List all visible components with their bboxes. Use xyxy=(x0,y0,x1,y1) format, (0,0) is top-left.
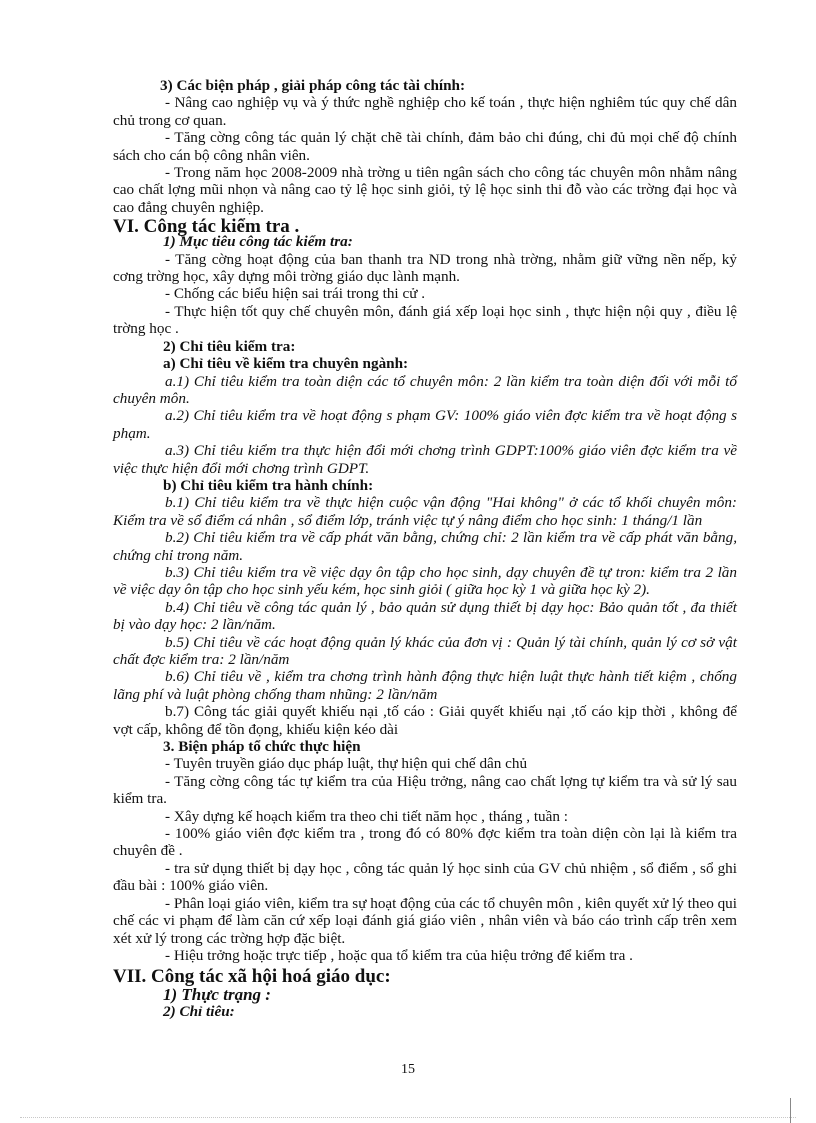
paragraph: b.3) Chỉ tiêu kiểm tra về việc dạy ôn tập cho học sinh, dạy chuyên đề tự tron: kiểm tra 2 lần về việc dạy ôn tập cho học sinh yếu kém, học sinh giỏi ( giữa học kỳ 1 và giữa học kỳ 2). xyxy=(113,563,737,599)
section-vii-heading: VII. Công tác xã hội hoá giáo dục: xyxy=(113,966,391,988)
paragraph: b.5) Chỉ tiêu về các hoạt động quản lý khác của đơn vị : Quản lý tài chính, quản lý cơ sở vật chất đợc kiểm tra: 2 lần/năm xyxy=(113,633,737,668)
paragraph: b.6) Chỉ tiêu về , kiểm tra chơng trình hành động thực hiện luật thực hành tiết kiệm , chống lãng phí và luật phòng chống tham nhũng: 2 lần/năm xyxy=(113,668,737,703)
paragraph: - Xây dựng kế hoạch kiểm tra theo chi tiết năm học , tháng , tuần : xyxy=(165,807,568,825)
section-vi-measures-heading: 3. Biện pháp tổ chức thực hiện xyxy=(163,738,361,756)
page-number: 15 xyxy=(401,1062,415,1077)
paragraph: - Chống các biểu hiện sai trái trong thi cử . xyxy=(165,285,426,303)
paragraph: - Phân loại giáo viên, kiểm tra sự hoạt động của các tổ chuyên môn , kiên quyết xử lý theo qui chế các vi phạm để làm căn cứ xếp loại đánh giá giáo viên , nhân viên và báo cáo trình cấp trên xem xét xử lý trong các trờng hợp đặc biệt. xyxy=(113,894,737,947)
paragraph: - tra sử dụng thiết bị dạy học , công tác quản lý học sinh của GV chủ nhiệm , sổ điểm , sổ ghi đầu bài : 100% giáo viên. xyxy=(113,859,737,895)
paragraph: - Nâng cao nghiệp vụ và ý thức nghề nghiệp cho kế toán , thực hiện nghiêm túc quy chế dân chủ trong cơ quan. xyxy=(113,94,737,129)
paragraph: - Tăng cờng công tác quản lý chặt chẽ tài chính, đảm bảo chi đúng, chi đủ mọi chế độ chính sách cho cán bộ công nhân viên. xyxy=(113,129,737,164)
section-vi-heading: VI. Công tác kiểm tra . xyxy=(113,216,300,238)
paragraph: - 100% giáo viên đợc kiểm tra , trong đó có 80% đợc kiểm tra toàn diện còn lại là kiểm tra chuyên đề . xyxy=(113,825,737,860)
page-corner-mark xyxy=(790,1098,791,1123)
section-3-heading: 3) Các biện pháp , giải pháp công tác tài chính: xyxy=(160,77,466,94)
section-vi-targets-heading: 2) Chỉ tiêu kiểm tra: xyxy=(163,337,296,355)
paragraph: - Tăng cờng công tác tự kiểm tra của Hiệu trởng, nâng cao chất lợng tự kiểm tra và sử lý sau kiểm tra. xyxy=(113,772,737,808)
paragraph: - Tuyên truyền giáo dục pháp luật, thự hiện qui chế dân chủ xyxy=(165,755,528,773)
subsection-b-heading: b) Chỉ tiêu kiểm tra hành chính: xyxy=(163,476,374,494)
paragraph: b.2) Chỉ tiêu kiểm tra về cấp phát văn bằng, chứng chỉ: 2 lần kiểm tra về cấp phát văn bằng, chứng chỉ trong năm. xyxy=(113,529,737,564)
paragraph: - Hiệu trởng hoặc trực tiếp , hoặc qua tổ kiểm tra của hiệu trởng để kiểm tra . xyxy=(165,946,633,964)
paragraph: - Thực hiện tốt quy chế chuyên môn, đánh giá xếp loại học sinh , thực hiện nội quy , điều lệ trờng học . xyxy=(113,302,737,338)
paragraph: b.7) Công tác giải quyết khiếu nại ,tố cáo : Giải quyết khiếu nại ,tố cáo kịp thời , không để vợt cấp, không để tồn đọng, khiếu kiện kéo dài xyxy=(113,703,737,738)
paragraph: a.3) Chỉ tiêu kiểm tra thực hiện đổi mới chơng trình GDPT:100% giáo viên đợc kiểm tra về việc thực hiện đổi mới chơng trình GDPT. xyxy=(113,442,737,477)
paragraph: a.1) Chỉ tiêu kiểm tra toàn diện các tổ chuyên môn: 2 lần kiểm tra toàn diện đối với mỗi tổ chuyên môn. xyxy=(113,372,737,407)
section-vii-status-heading: 1) Thực trạng : xyxy=(163,985,271,1005)
paragraph: - Tăng cờng hoạt động của ban thanh tra ND trong nhà trờng, nhằm giữ vững nền nếp, kỷ cơng trờng học, xây dựng môi trờng giáo dục lành mạnh. xyxy=(113,250,737,286)
page-content xyxy=(113,77,737,1021)
page-bottom-border xyxy=(20,1117,796,1118)
section-vii-targets-heading: 2) Chỉ tiêu: xyxy=(163,1003,235,1021)
section-vi-goal-heading: 1) Mục tiêu công tác kiểm tra: xyxy=(163,233,353,251)
paragraph: - Trong năm học 2008-2009 nhà trờng u tiên ngân sách cho công tác chuyên môn nhằm nâng cao chất lợng mũi nhọn và nâng cao tỷ lệ học sinh giỏi, tỷ lệ học sinh thi đỗ vào các trờng đại học và cao đẳng chuyên nghiệp. xyxy=(113,164,737,216)
subsection-a-heading: a) Chỉ tiêu về kiểm tra chuyên ngành: xyxy=(163,355,409,373)
paragraph: b.1) Chỉ tiêu kiểm tra về thực hiện cuộc vận động "Hai không" ở các tổ khối chuyên môn: Kiểm tra về sổ điểm cá nhân , sổ điểm lớp, tránh việc tự ý nâng điểm cho học sinh: 1 tháng/1 lần xyxy=(113,494,737,529)
paragraph: b.4) Chỉ tiêu về công tác quản lý , bảo quản sử dụng thiết bị dạy học: Bảo quản tốt , đa thiết bị vào dạy học: 2 lần/năm. xyxy=(113,598,737,634)
paragraph: a.2) Chỉ tiêu kiểm tra về hoạt động s phạm GV: 100% giáo viên đợc kiểm tra về hoạt động s phạm. xyxy=(113,407,737,442)
